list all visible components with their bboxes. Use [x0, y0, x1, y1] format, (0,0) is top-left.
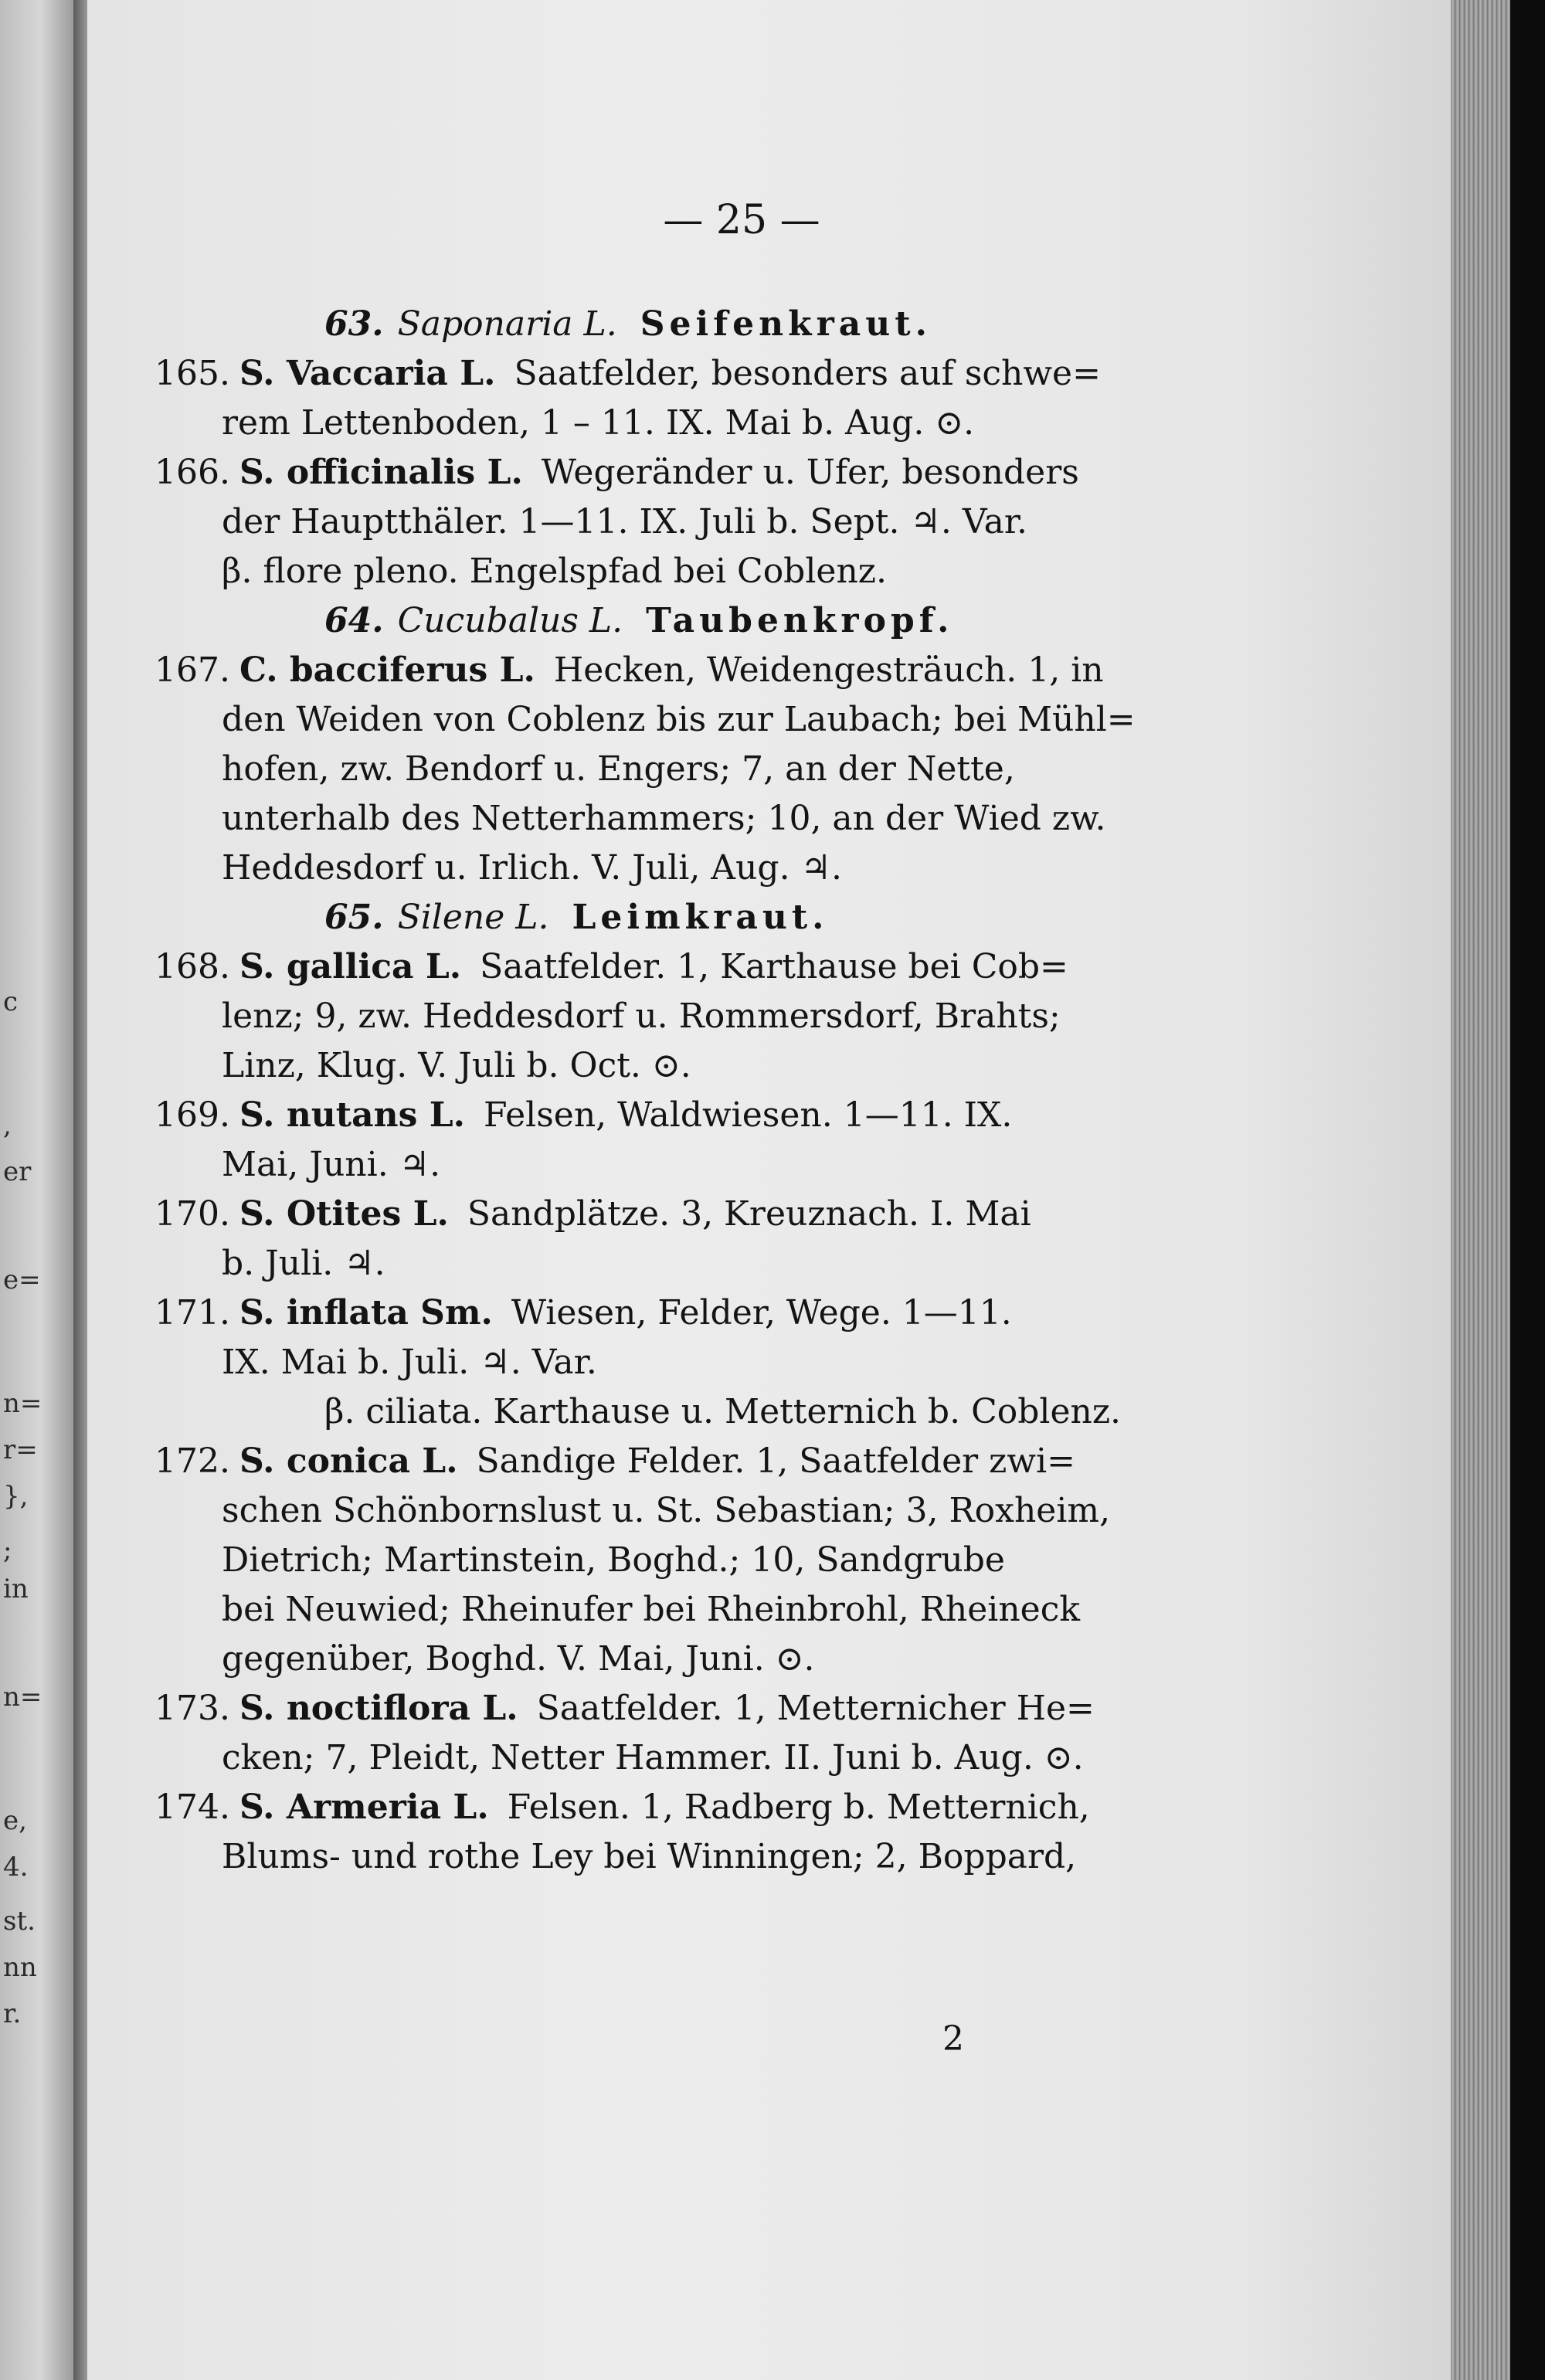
continuation-line — [222, 1241, 1303, 1287]
species-entry — [154, 351, 1236, 397]
continuation-line — [222, 1636, 1303, 1682]
species-name: S. officinalis L. — [239, 453, 523, 492]
line-text: Linz, Klug. V. Juli b. Oct. ⊙. — [222, 1046, 691, 1085]
book-gutter — [73, 0, 87, 2380]
continuation-line — [222, 1587, 1303, 1633]
entry-number: 168. — [154, 947, 230, 986]
species-name: C. bacciferus L. — [239, 650, 535, 690]
entry-text: Saatfelder. 1, Karthause bei Cob= — [480, 947, 1068, 986]
species-entry — [154, 944, 1236, 990]
entry-text: Sandige Felder. 1, Saatfelder zwi= — [476, 1441, 1075, 1481]
genus-number: 65. — [324, 898, 384, 937]
left-page-fragment: 4. — [3, 1852, 29, 1883]
line-text: bei Neuwied; Rheinufer bei Rheinbrohl, Rheineck — [222, 1590, 1080, 1629]
line-text: cken; 7, Pleidt, Netter Hammer. II. Juni b. Aug. ⊙. — [222, 1738, 1084, 1777]
entry-text: Felsen, Waldwiesen. 1—11. IX. — [483, 1095, 1013, 1135]
species-name: S. gallica L. — [239, 947, 462, 986]
continuation-line — [222, 746, 1303, 793]
line-text: β. flore pleno. Engelspfad bei Coblenz. — [222, 552, 887, 591]
page-stack-edge — [1451, 0, 1510, 2380]
continuation-line — [222, 400, 1303, 446]
continuation-line — [222, 845, 1303, 891]
entry-text: Saatfelder, besonders auf schwe= — [514, 354, 1101, 393]
adjacent-page-edge — [0, 0, 73, 2380]
variety-line — [324, 1389, 1406, 1435]
continuation-line — [222, 1339, 1303, 1386]
left-page-fragment: r= — [3, 1434, 38, 1465]
species-entry — [154, 647, 1236, 694]
line-text: schen Schönbornslust u. St. Sebastian; 3, Roxheim, — [222, 1491, 1111, 1530]
species-name: S. Vaccaria L. — [239, 354, 496, 393]
genus-number: 64. — [324, 601, 384, 640]
line-text: den Weiden von Coblenz bis zur Laubach; bei Mühl= — [222, 700, 1136, 739]
species-name: S. noctiflora L. — [239, 1689, 518, 1728]
entry-text: Felsen. 1, Radberg b. Metternich, — [507, 1788, 1090, 1827]
line-text: b. Juli. ♃. — [222, 1244, 385, 1283]
left-page-fragment: e, — [3, 1805, 27, 1836]
genus-heading — [324, 301, 1406, 348]
signature-mark: 2 — [942, 2019, 964, 2059]
species-entry — [154, 450, 1236, 496]
entry-text: Sandplätze. 3, Kreuznach. I. Mai — [467, 1194, 1031, 1234]
entry-number: 167. — [154, 650, 230, 690]
continuation-line — [222, 1537, 1303, 1584]
entry-number: 170. — [154, 1194, 230, 1234]
left-page-fragment: r. — [3, 1998, 22, 2029]
entry-number: 165. — [154, 354, 230, 393]
genus-latin-name: Saponaria L. — [397, 304, 617, 344]
genus-heading — [324, 598, 1406, 644]
left-page-fragment: ; — [3, 1535, 12, 1566]
entry-text: Saatfelder. 1, Metternicher He= — [536, 1689, 1095, 1728]
species-name: S. Otites L. — [239, 1194, 449, 1234]
continuation-line — [222, 993, 1303, 1040]
continuation-line — [222, 697, 1303, 743]
species-name: S. inflata Sm. — [239, 1293, 493, 1333]
species-name: S. Armeria L. — [239, 1788, 489, 1827]
left-page-fragment: }, — [3, 1481, 29, 1512]
left-page-fragment: n= — [3, 1682, 42, 1713]
left-page-fragment: st. — [3, 1906, 36, 1937]
entry-number: 166. — [154, 453, 230, 492]
line-text: rem Lettenboden, 1 – 11. IX. Mai b. Aug. ⊙. — [222, 403, 975, 443]
continuation-line — [222, 499, 1303, 545]
continuation-line — [222, 1142, 1303, 1188]
continuation-line — [222, 1488, 1303, 1534]
line-text: Heddesdorf u. Irlich. V. Juli, Aug. ♃. — [222, 848, 842, 888]
continuation-line — [222, 1735, 1303, 1781]
left-page-fragment: e= — [3, 1265, 41, 1295]
species-entry — [154, 1092, 1236, 1139]
species-name: S. nutans L. — [239, 1095, 465, 1135]
entry-number: 171. — [154, 1293, 230, 1333]
line-text: gegenüber, Boghd. V. Mai, Juni. ⊙. — [222, 1639, 815, 1679]
left-page-fragment: c — [3, 986, 19, 1017]
line-text: Dietrich; Martinstein, Boghd.; 10, Sandgrube — [222, 1540, 1005, 1580]
line-text: hofen, zw. Bendorf u. Engers; 7, an der Nette, — [222, 749, 1015, 789]
line-text: Blums- und rothe Ley bei Winningen; 2, Boppard, — [222, 1837, 1077, 1876]
genus-number: 63. — [324, 304, 384, 344]
line-text: IX. Mai b. Juli. ♃. Var. — [222, 1343, 597, 1382]
species-entry — [154, 1784, 1236, 1831]
left-page-fragment: in — [3, 1574, 29, 1604]
entry-text: Hecken, Weidengesträuch. 1, in — [553, 650, 1104, 690]
continuation-line — [222, 1834, 1303, 1880]
left-page-fragment: er — [3, 1156, 32, 1187]
line-text: der Hauptthäler. 1—11. IX. Juli b. Sept. ♃. Var. — [222, 502, 1028, 542]
entry-number: 173. — [154, 1689, 230, 1728]
genus-latin-name: Silene L. — [397, 898, 549, 937]
line-text: unterhalb des Netterhammers; 10, an der Wied zw. — [222, 799, 1106, 838]
entry-number: 174. — [154, 1788, 230, 1827]
species-entry — [154, 1438, 1236, 1485]
entry-number: 169. — [154, 1095, 230, 1135]
left-page-fragment: , — [3, 1110, 12, 1141]
continuation-line — [222, 1043, 1303, 1089]
species-entry — [154, 1686, 1236, 1732]
species-entry — [154, 1191, 1236, 1238]
entry-number: 172. — [154, 1441, 230, 1481]
species-name: S. conica L. — [239, 1441, 458, 1481]
species-entry — [154, 1290, 1236, 1336]
genus-heading — [324, 895, 1406, 941]
continuation-line — [222, 796, 1303, 842]
line-text: lenz; 9, zw. Heddesdorf u. Rommersdorf, Brahts; — [222, 996, 1061, 1036]
entry-text: Wegeränder u. Ufer, besonders — [541, 453, 1079, 492]
background-shadow — [1510, 0, 1545, 2380]
genus-latin-name: Cucubalus L. — [397, 601, 623, 640]
left-page-fragment: n= — [3, 1388, 42, 1419]
line-text: Mai, Juni. ♃. — [222, 1145, 441, 1184]
genus-german-name: Seifenkraut. — [640, 304, 932, 344]
left-page-fragment: nn — [3, 1952, 37, 1983]
genus-german-name: Leimkraut. — [572, 898, 829, 937]
variety-text: β. ciliata. Karthause u. Metternich b. Coblenz. — [324, 1392, 1122, 1431]
page-number-header: — 25 — — [663, 197, 820, 243]
continuation-line — [222, 548, 1303, 595]
entry-text: Wiesen, Felder, Wege. 1—11. — [511, 1293, 1012, 1333]
genus-german-name: Taubenkropf. — [646, 601, 954, 640]
